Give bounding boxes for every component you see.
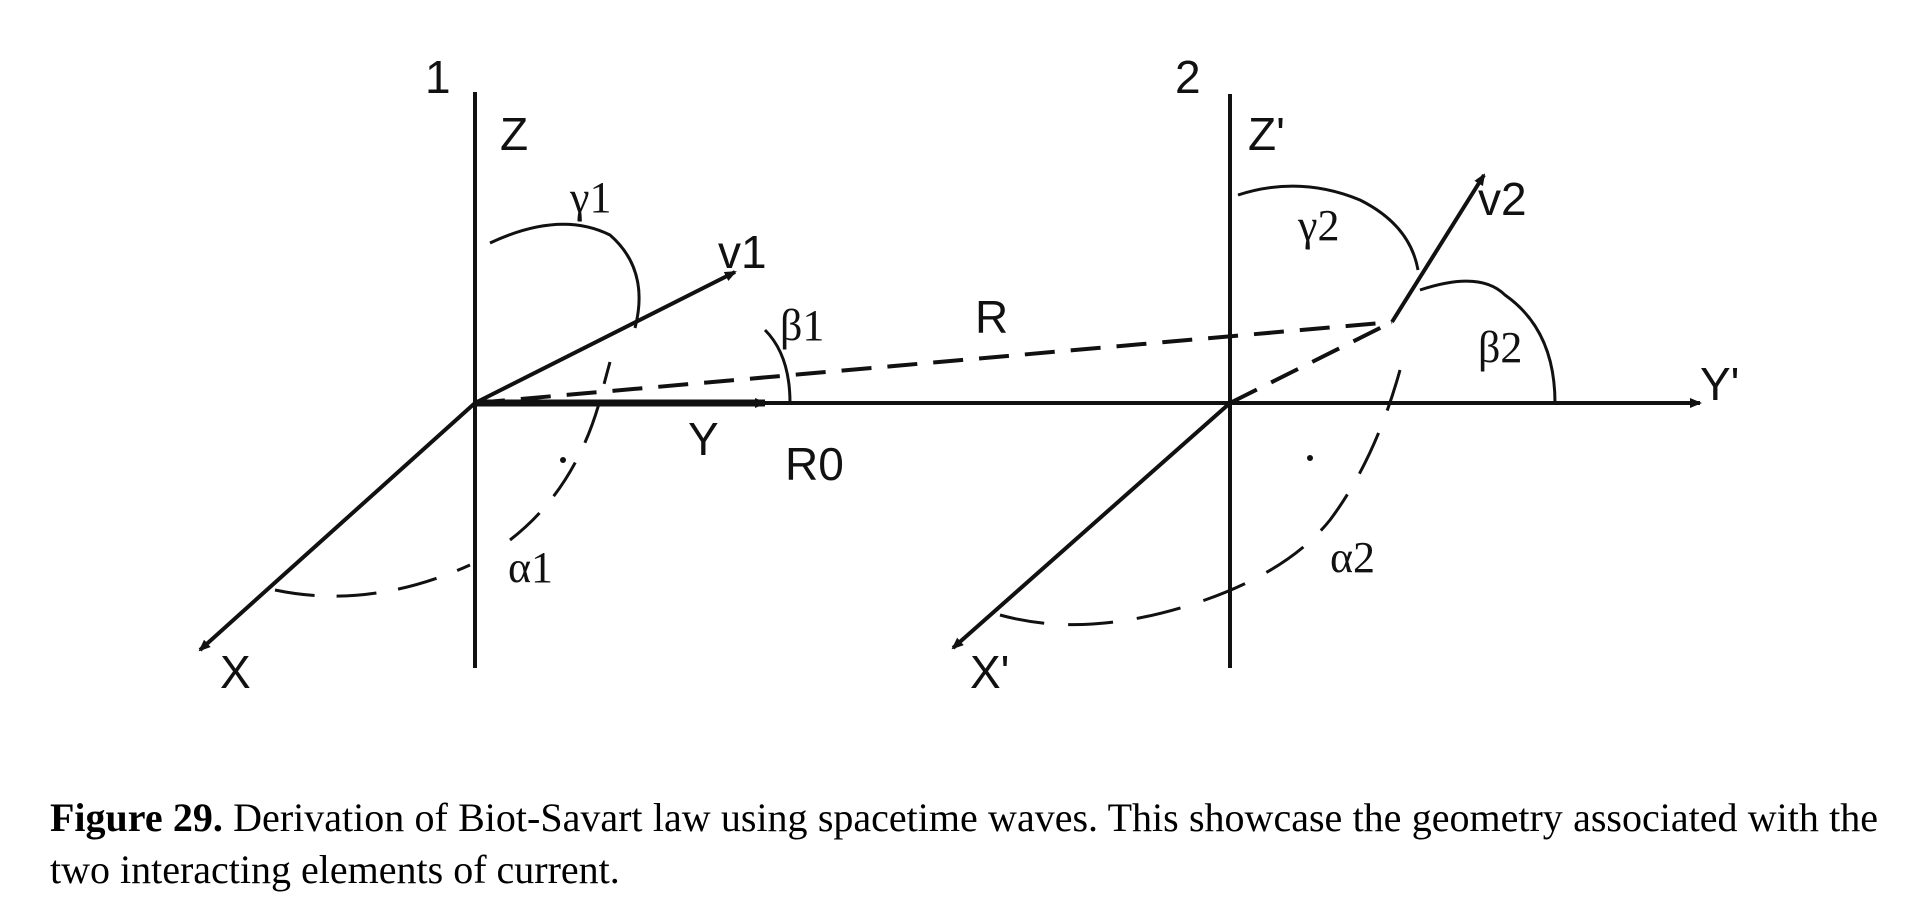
figure-label: Figure 29. xyxy=(50,795,223,840)
alpha2-label: α2 xyxy=(1330,533,1376,582)
gamma2-label: γ2 xyxy=(1298,201,1340,250)
alpha1-label: α1 xyxy=(508,543,554,592)
figure-caption-text: Derivation of Biot-Savart law using spacetime waves. This showcase the geometry associated with the two interacting elements of current. xyxy=(50,795,1879,892)
z-axis-label: Z xyxy=(500,108,529,160)
x-prime-axis-label: X' xyxy=(970,646,1010,698)
y-axis-label: Y xyxy=(688,413,719,465)
r0-label: R0 xyxy=(785,438,844,490)
dot-1 xyxy=(560,457,566,463)
x-axis-label: X xyxy=(220,646,251,698)
v1-label: v1 xyxy=(718,226,767,278)
gamma1-arc xyxy=(490,224,639,328)
alpha1-arc xyxy=(275,362,610,596)
v2-label: v2 xyxy=(1478,173,1527,225)
beta1-label: β1 xyxy=(780,301,825,350)
frame2-number: 2 xyxy=(1175,51,1201,103)
alpha2-arc xyxy=(1000,370,1400,625)
y-prime-axis-label: Y' xyxy=(1700,358,1740,410)
z-prime-axis-label: Z' xyxy=(1248,108,1285,160)
x-axis-2 xyxy=(953,403,1230,648)
figure-caption xyxy=(50,792,1878,896)
gamma1-label: γ1 xyxy=(570,173,612,222)
v2-vector xyxy=(1392,175,1484,322)
r-label: R xyxy=(975,291,1009,343)
beta2-label: β2 xyxy=(1478,323,1523,372)
frame1-number: 1 xyxy=(425,51,451,103)
x-axis-1 xyxy=(200,403,475,650)
dot-2 xyxy=(1307,455,1313,461)
